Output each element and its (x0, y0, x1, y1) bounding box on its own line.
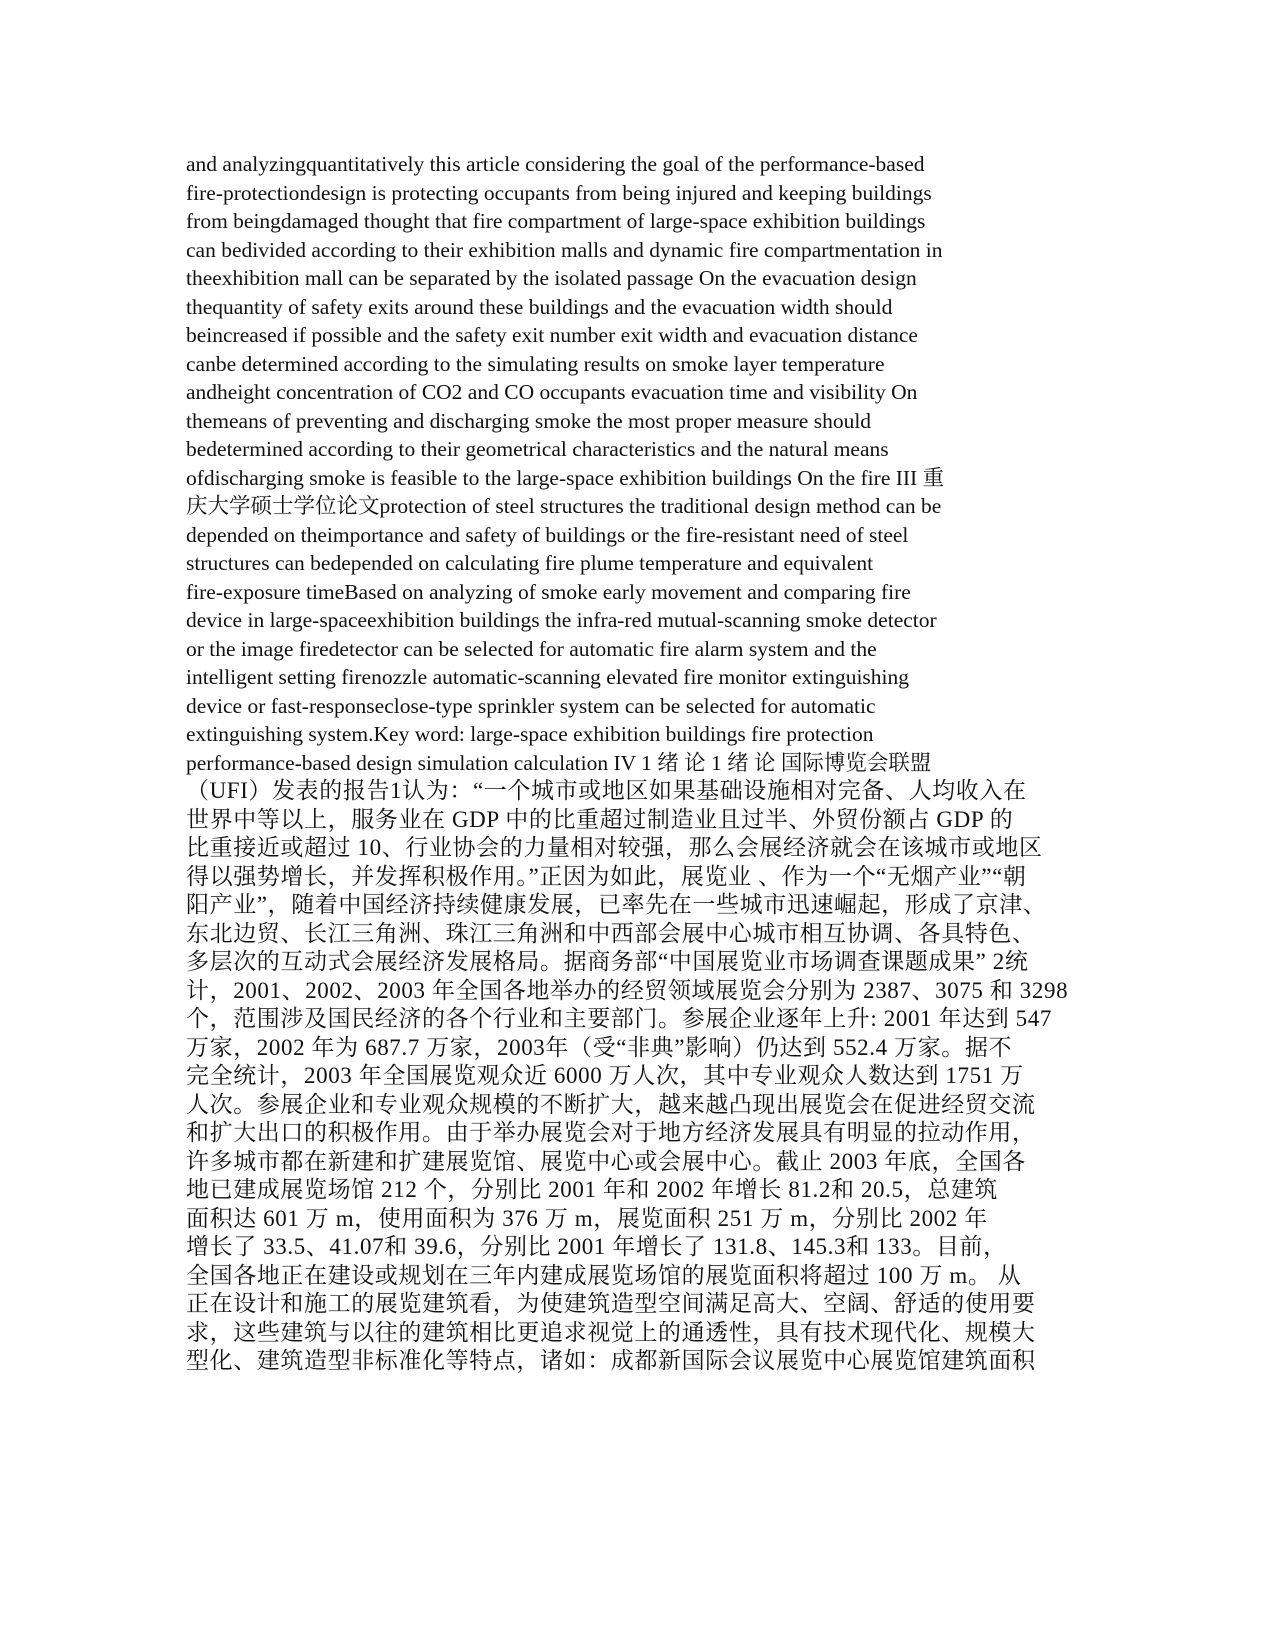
text-line: 万家，2002 年为 687.7 万家，2003年（受“非典”影响）仍达到 552.4 万家。据不 (186, 1034, 1013, 1060)
text-line: 完全统计，2003 年全国展览观众近 6000 万人次，其中专业观众人数达到 1751 万 (186, 1063, 1024, 1088)
text-line: from beingdamaged thought that fire compartment of large-space exhibition buildings (186, 209, 926, 233)
text-line: 增长了 33.5、41.07和 39.6，分别比 2001 年增长了 131.8、145.3和 133。目前， (186, 1234, 1007, 1259)
text-line: fire-protectiondesign is protecting occupants from being injured and keeping buildings (186, 180, 932, 205)
text-line: thequantity of safety exits around these buildings and the evacuation width should (186, 294, 893, 319)
text-line: fire-exposure timeBased on analyzing of smoke early movement and comparing fire (186, 579, 911, 604)
text-line: or the image firedetector can be selected for automatic fire alarm system and the (186, 636, 877, 661)
text-line: 得以强势增长，并发挥积极作用。”正因为如此，展览业 、作为一个“无烟产业”“朝 (186, 863, 1027, 889)
text-line: 计，2001、2002、2003 年全国各地举办的经贸领域展览会分别为 2387、3075 和 3298 (186, 977, 1069, 1003)
text-line: canbe determined according to the simulating results on smoke layer temperature (186, 351, 885, 376)
text-line: structures can bedepended on calculating fire plume temperature and equivalent (186, 551, 874, 575)
text-line: can bedivided according to their exhibition malls and dynamic fire compartmentation in (186, 237, 943, 262)
text-line: bedetermined according to their geometrical characteristics and the natural means (186, 437, 889, 461)
text-line: extinguishing system.Key word: large-space exhibition buildings fire protection (186, 722, 874, 746)
text-line: and analyzingquantitatively this article considering the goal of the performance-based (186, 152, 925, 176)
text-line: 求，这些建筑与以往的建筑相比更追求视觉上的通透性，具有技术现代化、规模大 (186, 1319, 1036, 1345)
text-line: theexhibition mall can be separated by the isolated passage On the evacuation design (186, 266, 917, 290)
text-line: （UFI）发表的报告1认为：“一个城市或地区如果基础设施相对完备、人均收入在 (186, 778, 1027, 803)
text-line: 全国各地正在建设或规划在三年内建成展览场馆的展览面积将超过 100 万 m。 从 (186, 1262, 1022, 1288)
text-line: 许多城市都在新建和扩建展览馆、展览中心或会展中心。截止 2003 年底，全国各 (186, 1148, 1026, 1174)
text-line: device in large-spaceexhibition buildings the infra-red mutual-scanning smoke detector (186, 608, 937, 632)
text-line: beincreased if possible and the safety exit number exit width and evacuation distance (186, 323, 918, 347)
text-line: intelligent setting firenozzle automatic-scanning elevated fire monitor extinguishing (186, 665, 910, 689)
text-line: 地已建成展览场馆 212 个，分别比 2001 年和 2002 年增长 81.2和 20.5，总建筑 (186, 1177, 998, 1202)
text-line: ofdischarging smoke is feasible to the large-space exhibition buildings On the fire III 重 (186, 465, 945, 490)
text-line: performance-based design simulation calculation IV 1 绪 论 1 绪 论 国际博览会联盟 (186, 750, 932, 775)
text-line: 人次。参展企业和专业观众规模的不断扩大，越来越凸现出展览会在促进经贸交流 (186, 1091, 1036, 1117)
text-line: 正在设计和施工的展览建筑看，为使建筑造型空间满足高大、空阔、舒适的使用要 (186, 1291, 1036, 1316)
text-line: 世界中等以上，服务业在 GDP 中的比重超过制造业且过半、外贸份额占 GDP 的 (186, 806, 1014, 832)
text-line: 面积达 601 万 m，使用面积为 376 万 m，展览面积 251 万 m，分别比 2002 年 (186, 1205, 988, 1231)
text-line: andheight concentration of CO2 and CO occupants evacuation time and visibility On (186, 380, 918, 404)
text-line: themeans of preventing and discharging smoke the most proper measure should (186, 408, 872, 433)
text-line: 多层次的互动式会展经济发展格局。据商务部“中国展览业市场调查课题成果” 2统 (186, 949, 1029, 974)
text-line: 庆大学硕士学位论文protection of steel structures the traditional design method can be (186, 494, 942, 518)
text-line: 和扩大出口的积极作用。由于举办展览会对于地方经济发展具有明显的拉动作用， (186, 1120, 1036, 1145)
text-line: 型化、建筑造型非标准化等特点，诸如：成都新国际会议展览中心展览馆建筑面积 (186, 1348, 1036, 1373)
text-line: device or fast-responseclose-type sprinkler system can be selected for automatic (186, 693, 876, 718)
body-text (186, 150, 1091, 1376)
text-line: 个，范围涉及国民经济的各个行业和主要部门。参展企业逐年上升: 2001 年达到 547 (186, 1006, 1052, 1031)
text-line: 阳产业”，随着中国经济持续健康发展，已率先在一些城市迅速崛起，形成了京津、 (186, 892, 1047, 917)
text-line: depended on theimportance and safety of buildings or the fire-resistant need of steel (186, 522, 909, 547)
text-line: 比重接近或超过 10、行业协会的力量相对较强，那么会展经济就会在该城市或地区 (186, 835, 1043, 860)
text-line: 东北边贸、长江三角洲、珠江三角洲和中西部会展中心城市相互协调、各具特色、 (186, 920, 1036, 946)
